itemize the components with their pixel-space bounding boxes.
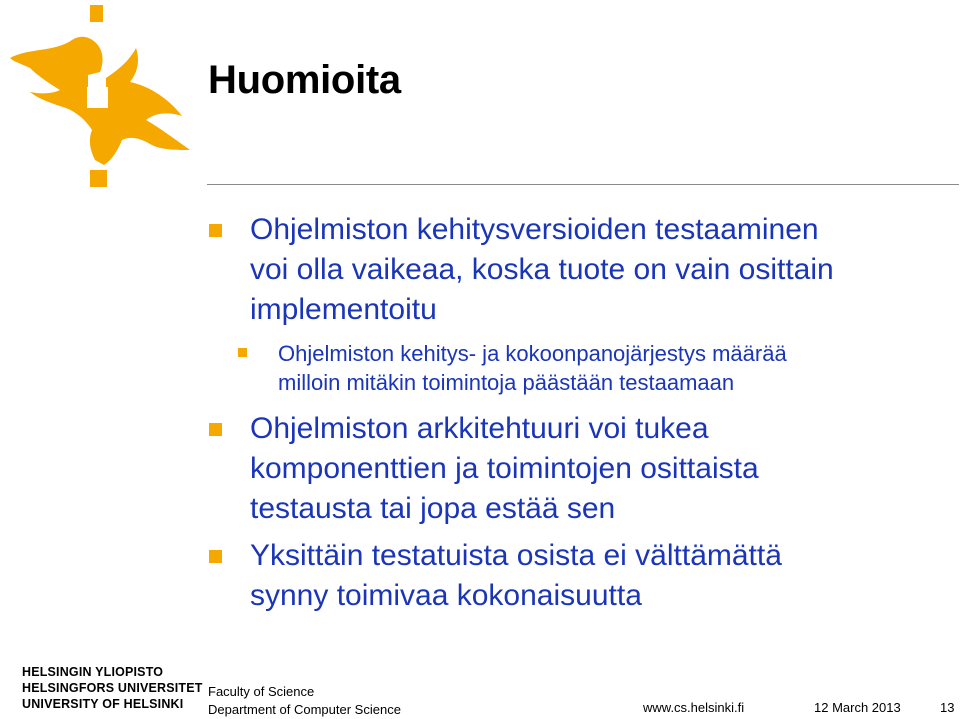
bullet-line: implementoitu: [250, 293, 437, 326]
bullet-line: synny toimivaa kokonaisuutta: [250, 579, 642, 612]
title-divider: [207, 184, 959, 185]
footer-department: Department of Computer Science: [208, 702, 401, 717]
slide-title: Huomioita: [208, 58, 401, 102]
bullet-line: voi olla vaikeaa, koska tuote on vain osittain: [250, 253, 834, 286]
university-name-fi: HELSINGIN YLIOPISTO: [22, 664, 164, 679]
footer-faculty: Faculty of Science: [208, 684, 315, 699]
square-bullet-icon: [209, 224, 222, 237]
bullet-line: Ohjelmiston arkkitehtuuri voi tukea: [250, 412, 709, 445]
university-name-sv: HELSINGFORS UNIVERSITET: [22, 680, 203, 695]
page-number: 13: [940, 700, 955, 715]
bullet-line: komponenttien ja toimintojen osittaista: [250, 452, 759, 485]
square-bullet-icon: [209, 550, 222, 563]
footer-date: 12 March 2013: [814, 700, 901, 715]
university-name-en: UNIVERSITY OF HELSINKI: [22, 696, 184, 711]
footer-faculty-block: [208, 683, 401, 719]
bullet-line: Ohjelmiston kehitys- ja kokoonpanojärjestys määrää: [278, 341, 787, 366]
bullet-line: testausta tai jopa estää sen: [250, 492, 616, 525]
bullet-line: milloin mitäkin toimintoja päästään testaamaan: [278, 370, 735, 395]
square-bullet-icon: [238, 348, 247, 357]
footer-url[interactable]: www.cs.helsinki.fi: [643, 700, 745, 715]
bullet-line: Ohjelmiston kehitysversioiden testaaminen: [250, 213, 819, 246]
university-flame-logo-icon: [0, 0, 200, 200]
bullet-line: Yksittäin testatuista osista ei välttämättä: [250, 539, 782, 572]
university-name-logo: [22, 664, 210, 712]
square-bullet-icon: [209, 423, 222, 436]
